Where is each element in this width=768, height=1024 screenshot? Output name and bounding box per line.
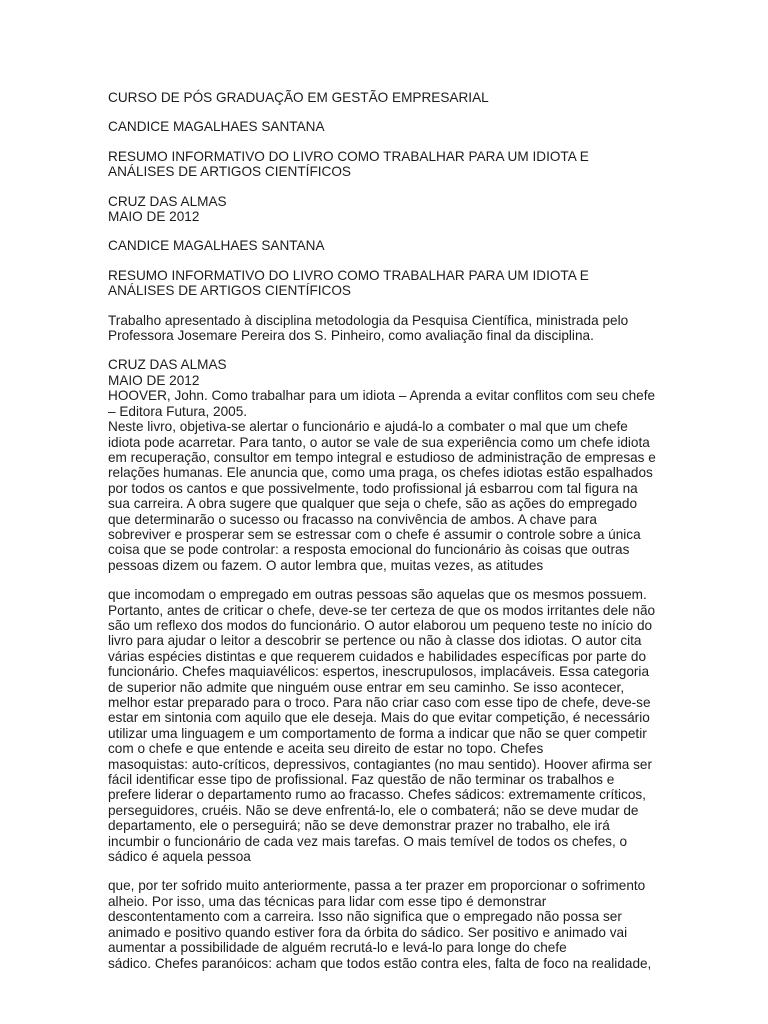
text-line: MAIO DE 2012 — [108, 209, 200, 225]
text-line: são um reflexo dos modos do funcionário. O autor elaborou um pequeno teste no início do — [108, 617, 653, 633]
text-line: funcionário. Chefes maquiavélicos: espertos, inescrupulosos, implacáveis. Essa categoria — [108, 664, 650, 680]
text-line: incumbir o funcionário de cada vez mais tarefas. O mais temível de todos os chefes, o — [108, 833, 628, 849]
text-line: utilizar uma linguagem e um comportamento de forma a indicar que não se quer competir — [108, 725, 647, 741]
text-line: melhor estar preparado para o troco. Para não criar caso com esse tipo de chefe, deve-se — [108, 695, 651, 710]
paragraph — [108, 119, 660, 134]
text-line: Professora Josemare Pereira dos S. Pinheiro, como avaliação final da disciplina. — [108, 328, 594, 344]
text-line: RESUMO INFORMATIVO DO LIVRO COMO TRABALHAR PARA UM IDIOTA E — [108, 148, 589, 164]
paragraph — [108, 313, 660, 344]
paragraph — [108, 90, 660, 105]
text-line: alheio. Por isso, uma das técnicas para lidar com esse tipo é demonstrar — [108, 893, 547, 909]
text-line: coisa que se pode controlar: a resposta emocional do funcionário às coisas que outras — [108, 542, 630, 558]
text-line: estar em sintonia com aquilo que ele deseja. Mais do que evitar competição, é necessário — [108, 710, 650, 726]
paragraph — [108, 587, 660, 864]
text-line: por todos os cantos e que possivelmente, todo profissional já esbarrou com tal figura na — [108, 480, 638, 496]
text-line: animado e positivo quando estiver fora da órbita do sádico. Ser positivo e animado vai — [108, 924, 628, 940]
text-line: – Editora Futura, 2005. — [108, 403, 248, 419]
text-line: em recuperação, consultor em tempo integral e estudioso de administração de empresas e — [108, 449, 656, 465]
text-line: CURSO DE PÓS GRADUAÇÃO EM GESTÃO EMPRESARIAL — [108, 90, 489, 105]
text-line: sua carreira. A obra sugere que qualquer que seja o chefe, são as ações do empregado — [108, 496, 638, 512]
text-line: várias espécies distintas e que requerem cuidados e habilidades específicas por parte do — [108, 648, 647, 664]
text-line: Neste livro, objetiva-se alertar o funcionário e ajudá-lo a combater o mal que um chefe — [108, 419, 628, 435]
text-line: CANDICE MAGALHAES SANTANA — [108, 238, 325, 254]
text-line: ANÁLISES DE ARTIGOS CIENTÍFICOS — [108, 283, 351, 299]
text-line: Portanto, antes de criticar o chefe, deve-se ter certeza de que os modos irritantes dele não — [108, 602, 656, 618]
paragraph — [108, 268, 660, 299]
text-line: perseguidores, cruéis. Não se deve enfrentá-lo, ele o combaterá; não se deve mudar de — [108, 802, 639, 818]
text-line: masoquistas: auto-críticos, depressivos, contagiantes (no mau sentido). Hoover afirma ser — [108, 756, 652, 772]
paragraph — [108, 357, 660, 573]
text-line: relações humanas. Ele anuncia que, como uma praga, os chefes idiotas estão espalhados — [108, 465, 653, 481]
text-line: fácil identificar esse tipo de profissional. Faz questão de não terminar os trabalhos e — [108, 772, 615, 788]
paragraph — [108, 878, 660, 970]
text-line: livro para ajudar o leitor a descobrir se pertence ou não à classe dos idiotas. O autor cita — [108, 633, 642, 649]
text-line: RESUMO INFORMATIVO DO LIVRO COMO TRABALHAR PARA UM IDIOTA E — [108, 267, 589, 283]
text-line: CRUZ DAS ALMAS — [108, 193, 227, 209]
text-line: que, por ter sofrido muito anteriormente, passa a ter prazer em proporcionar o sofrimento — [108, 878, 646, 894]
text-line: de superior não admite que ninguém ouse entrar em seu caminho. Se isso acontecer, — [108, 679, 625, 695]
text-line: HOOVER, John. Como trabalhar para um idiota – Aprenda a evitar conflitos com seu chefe — [108, 388, 656, 404]
text-line: que determinarão o sucesso ou fracasso na convivência de ambos. A chave para — [108, 511, 597, 527]
paragraph — [108, 238, 660, 253]
text-line: departamento, ele o perseguirá; não se deve demonstrar prazer no trabalho, ele irá — [108, 818, 610, 834]
text-line: prefere liderar o departamento rumo ao fracasso. Chefes sádicos: extremamente críticos, — [108, 787, 646, 803]
text-line: MAIO DE 2012 — [108, 372, 200, 388]
text-line: com o chefe e que entende e aceita seu direito de estar no topo. Chefes — [108, 741, 544, 757]
text-line: CRUZ DAS ALMAS — [108, 357, 227, 373]
text-line: sobreviver e prosperar sem se estressar com o chefe é assumir o controle sobre a única — [108, 526, 641, 542]
text-line: CANDICE MAGALHAES SANTANA — [108, 119, 325, 135]
text-line: aumentar a possibilidade de alguém recrutá-lo e levá-lo para longe do chefe — [108, 940, 567, 956]
text-line: idiota pode acarretar. Para tanto, o autor se vale de sua experiência como um chefe idiota — [108, 434, 650, 450]
paragraph — [108, 149, 660, 180]
text-line: descontentamento com a carreira. Isso não significa que o empregado não possa ser — [108, 909, 622, 925]
text-line: que incomodam o empregado em outras pessoas são aquelas que os mesmos possuem. — [108, 587, 647, 603]
text-line: sádico. Chefes paranóicos: acham que todos estão contra eles, falta de foco na realidade, — [108, 955, 652, 971]
text-line: Trabalho apresentado à disciplina metodologia da Pesquisa Científica, ministrada pelo — [108, 312, 629, 328]
text-line: ANÁLISES DE ARTIGOS CIENTÍFICOS — [108, 164, 351, 180]
text-line: pessoas dizem ou fazem. O autor lembra que, muitas vezes, as atitudes — [108, 557, 544, 573]
text-line: sádico é aquela pessoa — [108, 849, 251, 865]
document-body — [108, 90, 660, 971]
paragraph — [108, 194, 660, 225]
